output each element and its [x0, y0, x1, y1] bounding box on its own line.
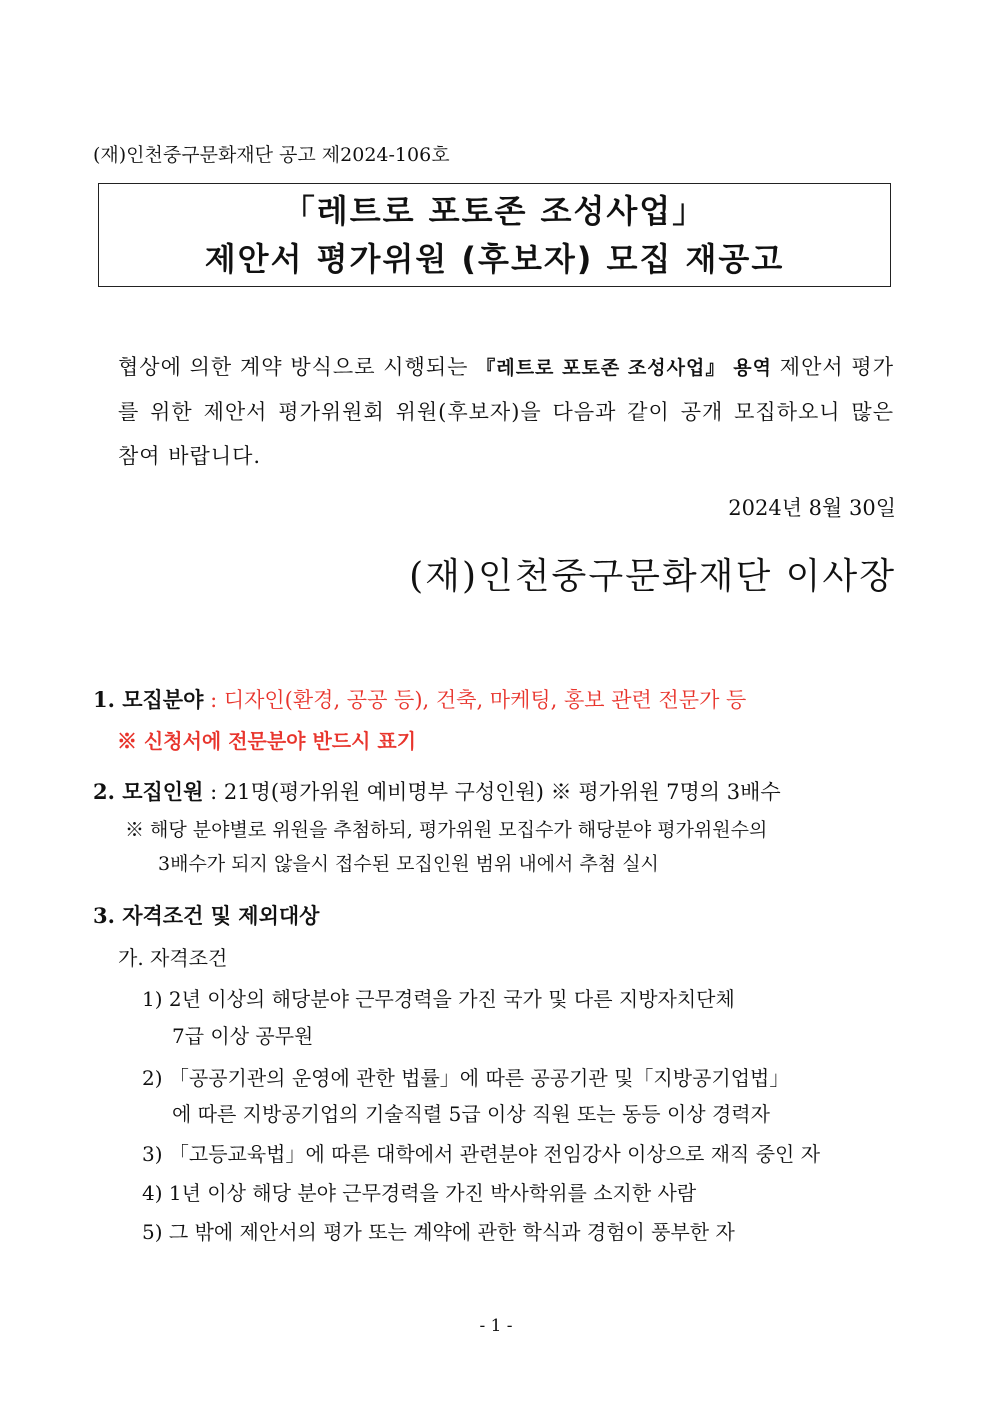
title-line-2: 제안서 평가위원 (후보자) 모집 재공고 — [204, 240, 785, 278]
notice-number: (재)인천중구문화재단 공고 제2024-106호 — [93, 144, 450, 166]
section-3-sub-a: 가. 자격조건 — [118, 946, 228, 970]
section-2-heading: 2. 모집인원 — [93, 779, 204, 804]
page-number: - 1 - — [479, 1316, 513, 1336]
qualification-item-4: 4) 1년 이상 해당 분야 근무경력을 가진 박사학위를 소지한 사람 — [142, 1181, 697, 1205]
section-1-sep: : — [203, 688, 224, 712]
section-2-value: : 21명(평가위원 예비명부 구성인원) ※ 평가위원 7명의 3배수 — [203, 780, 781, 804]
section-3-heading: 3. 자격조건 및 제외대상 — [93, 903, 320, 928]
section-2-note-line-1: ※ 해당 분야별로 위원을 추첨하되, 평가위원 모집수가 해당분야 평가위원수의 — [125, 819, 768, 841]
qualification-item-2-cont: 에 따른 지방공기업의 기술직렬 5급 이상 직원 또는 동등 이상 경력자 — [172, 1102, 770, 1126]
intro-pre: 협상에 의한 계약 방식으로 시행되는 — [118, 355, 477, 379]
section-2-note-line-2: 3배수가 되지 않을시 접수된 모집인원 범위 내에서 추첨 실시 — [158, 853, 659, 875]
qualification-item-2: 2) 「공공기관의 운영에 관한 법률」에 따른 공공기관 및「지방공기업법」 — [142, 1066, 790, 1090]
announcement-date: 2024년 8월 30일 — [728, 496, 896, 520]
qualification-item-3: 3) 「고등교육법」에 따른 대학에서 관련분야 전임강사 이상으로 재직 중인 자 — [142, 1142, 821, 1166]
title-box — [98, 183, 891, 287]
qualification-item-5: 5) 그 밖에 제안서의 평가 또는 계약에 관한 학식과 경험이 풍부한 자 — [142, 1220, 735, 1244]
section-1-note: ※ 신청서에 전문분야 반드시 표기 — [117, 729, 417, 753]
intro-emphasis: 『레트로 포토존 조성사업』 용역 — [476, 357, 772, 379]
title-line-1: 「레트로 포토존 조성사업」 — [282, 192, 707, 230]
qualification-item-1: 1) 2년 이상의 해당분야 근무경력을 가진 국가 및 다른 지방자치단체 — [142, 987, 735, 1011]
intro-paragraph — [118, 345, 894, 478]
qualification-item-1-cont: 7급 이상 공무원 — [172, 1024, 314, 1048]
issuer: (재)인천중구문화재단 이사장 — [409, 556, 896, 597]
section-3 — [93, 900, 319, 930]
intro-post: 제안서 평가를 위한 제안서 평가위원회 위원(후보자)을 다음과 같이 공개 모집하오니 많은 참여 바랍니다. — [118, 355, 895, 468]
section-2 — [93, 776, 781, 806]
section-1 — [93, 684, 746, 714]
section-1-value: 디자인(환경, 공공 등), 건축, 마케팅, 홍보 관련 전문가 등 — [223, 688, 747, 712]
section-1-heading: 1. 모집분야 — [93, 687, 204, 712]
